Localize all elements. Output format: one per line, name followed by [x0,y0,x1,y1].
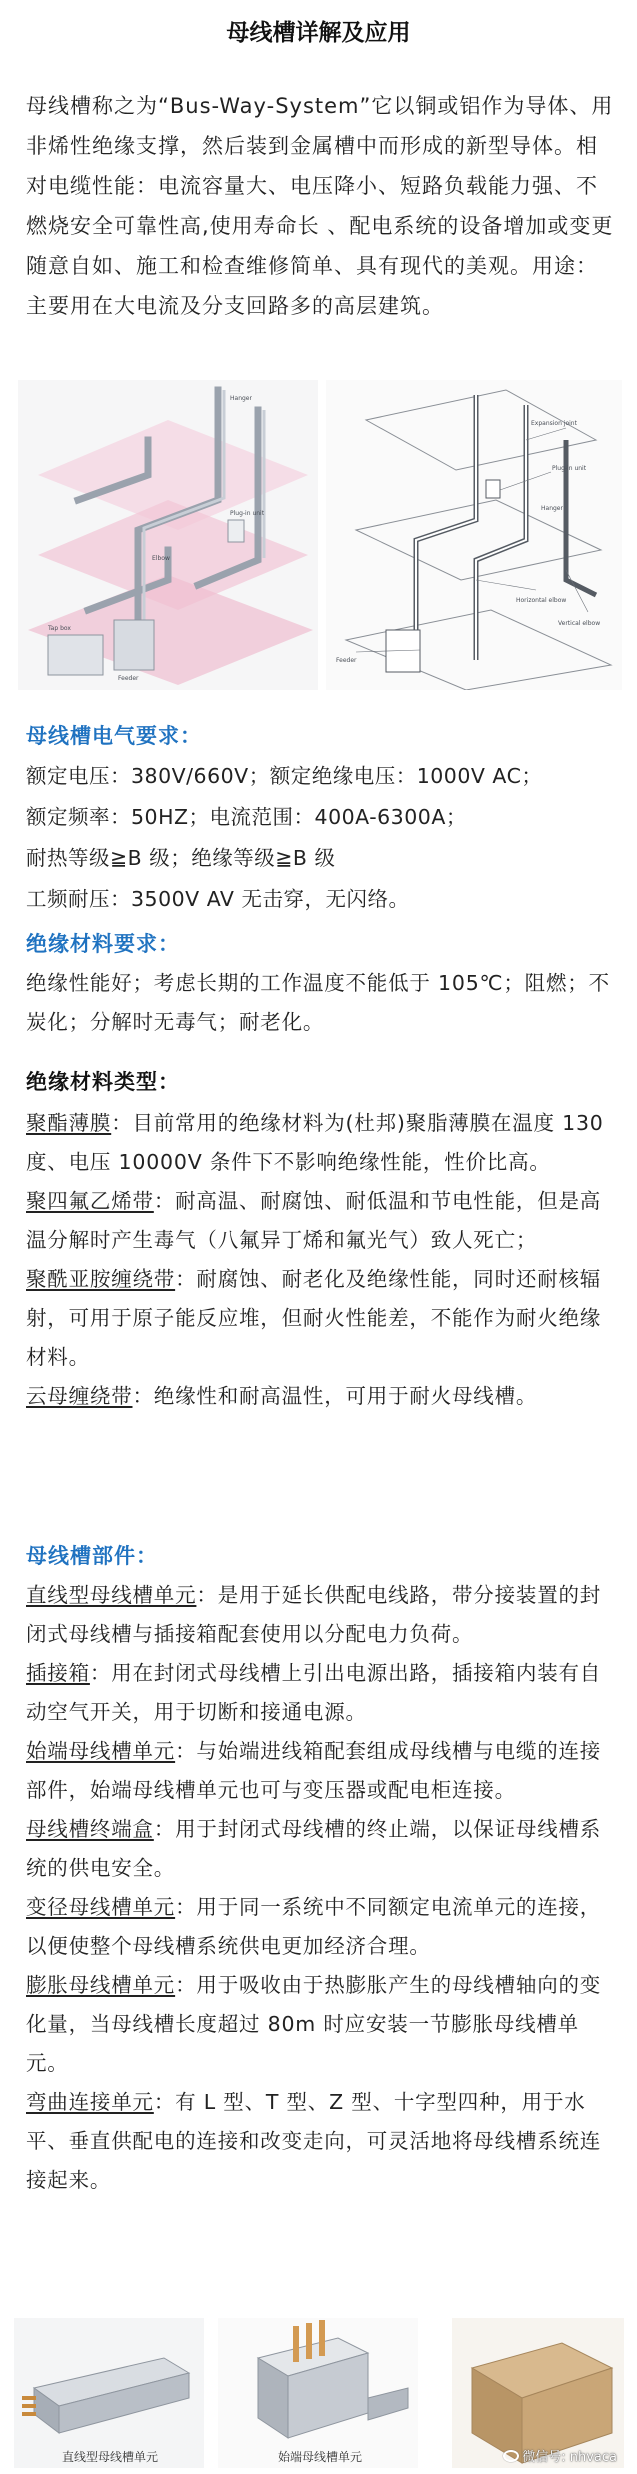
insulation-type-term: 云母缠绕带 [26,1384,133,1408]
watermark-text: 微信号: nhvaca [522,2450,617,2465]
fig-left-label-2: Elbow [152,555,170,562]
page-title: 母线槽详解及应用 [226,20,411,46]
fig-left-label-0: Hanger [230,395,252,402]
fig-right-label-0: Plug-in unit [552,465,587,472]
insulation-req-text: 绝缘性能好；考虑长期的工作温度不能低于 105℃；阻燃；不炭化；分解时无毒气；耐老化。 [26,971,610,1034]
electrical-line: 耐热等级≧B 级；绝缘等级≧B 级 [26,846,336,870]
insulation-type-desc: ：耐腐蚀、耐老化及绝缘性能，同时还耐核辐射，可用于原子能反应堆，但耐火性能差，不能作为耐火绝缘材料。 [26,1267,602,1369]
fig-left-label-3: Feeder [118,675,139,682]
part-term: 插接箱 [26,1661,90,1685]
insulation-type-term: 聚四氟乙烯带 [26,1189,154,1213]
insulation-type-term: 聚酯薄膜 [26,1111,112,1135]
part-desc: ：用于同一系统中不同额定电流单元的连接，以便使整个母线槽系统供电更加经济合理。 [26,1895,602,1958]
fig-right-label-2: Hanger [541,505,563,512]
fig-left-label-1: Plug-in unit [230,510,265,517]
part-item [26,1654,621,1732]
part-term: 始端母线槽单元 [26,1739,176,1763]
intro-paragraph: 母线槽称之为“Bus-Way-System”它以铜或铝作为导体、用非烯性绝缘支撑，然后装到金属槽中而形成的新型导体。相对电缆性能：电流容量大、电压降小、短路负载能力强、不燃烧安全可靠性高,使用寿命长 、配电系统的设备增加或变更随意自如、施工和检查维修简单、具有现代的美观。用途：主要用在大电流及分支回路多的高层建筑。 [26,94,614,318]
busway-building-illustration-left [18,380,318,690]
electrical-requirements-section [26,716,621,920]
insulation-type-item [26,1182,621,1260]
fig-right-label-3: Horizontal elbow [516,597,567,604]
caption-straight-unit: 直线型母线槽单元 [62,2450,159,2464]
part-desc: ：用于封闭式母线槽的终止端，以保证母线槽系统的供电安全。 [26,1817,602,1880]
insulation-type-desc: ：目前常用的绝缘材料为(杜邦)聚脂薄膜在温度 130 度、电压 10000V 条件下不影响绝缘性能，性价比高。 [26,1111,604,1174]
busway-diagram-pink [18,380,318,690]
part-item [26,1732,621,1810]
part-desc: ：有 L 型、T 型、Z 型、十字型四种，用于水平、垂直供配电的连接和改变走向，可灵活地将母线槽系统连接起来。 [26,2090,602,2192]
part-item [26,1810,621,1888]
fig-right-label-4: Vertical elbow [558,620,601,627]
part-term: 弯曲连接单元 [26,2090,154,2114]
insulation-types-heading: 绝缘材料类型： [26,1070,180,1094]
part-item [26,2083,621,2200]
electrical-line: 额定频率：50HZ；电流范围：400A-6300A； [26,805,467,829]
wechat-icon [503,2450,519,2462]
straight-busway-unit-image [14,2318,204,2468]
part-desc: ：与始端进线箱配套组成母线槽与电缆的连接部件，始端母线槽单元也可与变压器或配电柜连接。 [26,1739,602,1802]
part-term: 直线型母线槽单元 [26,1583,197,1607]
electrical-line: 工频耐压：3500V AV 无击穿，无闪络。 [26,887,410,911]
insulation-type-item [26,1104,621,1182]
fig-right-label-1: Expansion joint [531,420,577,427]
insulation-types-section [26,1060,621,1416]
part-item [26,1576,621,1654]
product-images-row [0,2318,637,2474]
part-desc: ：用于吸收由于热膨胀产生的母线槽轴向的变化量，当母线槽长度超过 80m 时应安装一节膨胀母线槽单元。 [26,1973,602,2075]
part-item [26,1888,621,1966]
electrical-heading: 母线槽电气要求： [26,724,202,748]
part-term: 变径母线槽单元 [26,1895,176,1919]
insulation-type-term: 聚酰亚胺缠绕带 [26,1267,176,1291]
insulation-req-heading: 绝缘材料要求： [26,932,180,956]
parts-heading: 母线槽部件： [26,1544,158,1568]
part-term: 母线槽终端盒 [26,1817,154,1841]
busway-diagram-lineart [326,380,622,690]
caption-feeder-unit: 始端母线槽单元 [278,2450,363,2464]
part-item [26,1966,621,2083]
insulation-requirements-section [26,924,621,1042]
part-term: 膨胀母线槽单元 [26,1973,176,1997]
busway-building-illustration-right [326,380,622,690]
insulation-type-desc: ：耐高温、耐腐蚀、耐低温和节电性能，但是高温分解时产生毒气（八氟异丁烯和氟光气）致人死亡； [26,1189,602,1252]
busway-parts-section [26,1536,621,2200]
feeder-busway-unit-image [218,2318,418,2468]
insulation-type-desc: ：绝缘性和耐高温性，可用于耐火母线槽。 [132,1384,538,1408]
insulation-type-item [26,1260,621,1377]
electrical-line: 额定电压：380V/660V；额定绝缘电压：1000V AC； [26,764,543,788]
part-desc: ：是用于延长供配电线路，带分接装置的封闭式母线槽与插接箱配套使用以分配电力负荷。 [26,1583,602,1646]
fig-left-label-4: Tap box [48,625,71,632]
insulation-type-item [26,1377,621,1416]
fig-right-label-5: Feeder [336,657,357,664]
part-desc: ：用在封闭式母线槽上引出电源出路，插接箱内装有自动空气开关，用于切断和接通电源。 [26,1661,602,1724]
wechat-watermark [503,2446,617,2465]
